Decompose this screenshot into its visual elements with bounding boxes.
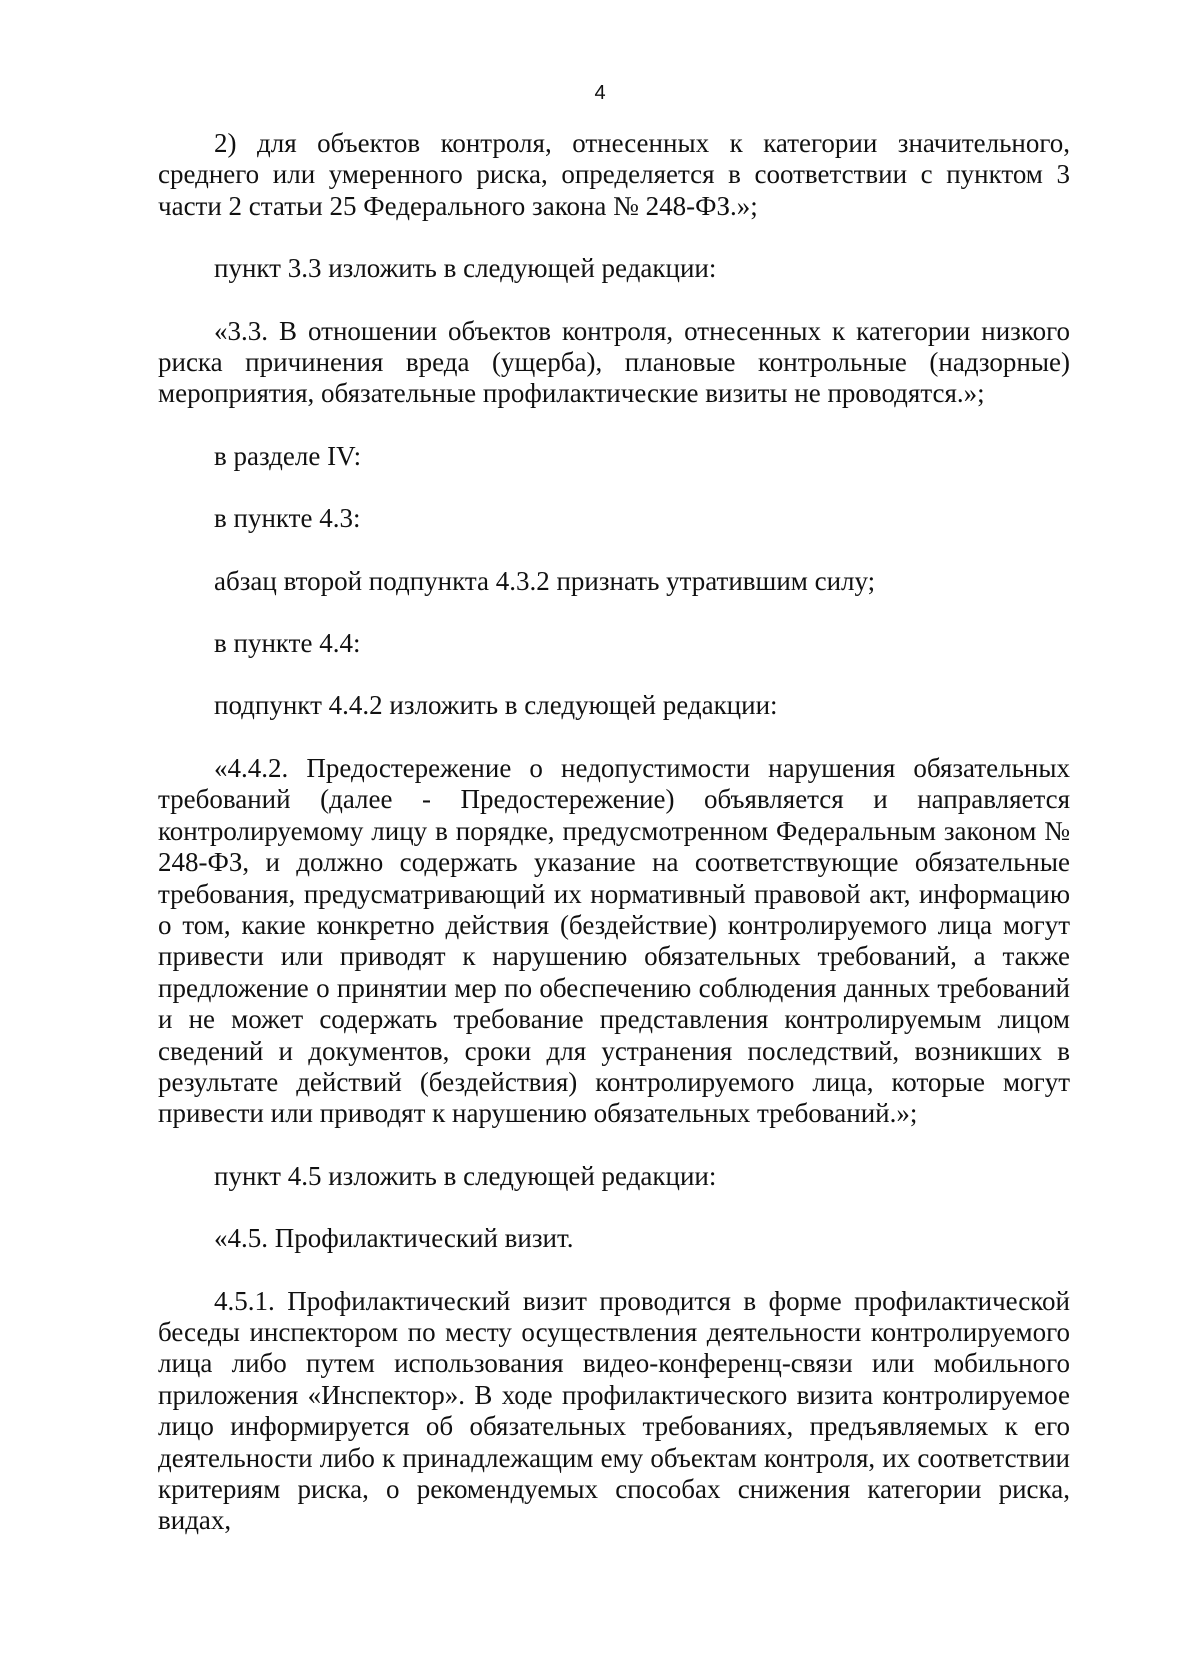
paragraph-section-iv: в разделе IV: bbox=[214, 440, 362, 471]
paragraph-subitem-4-4-2-intro: подпункт 4.4.2 изложить в следующей редакции: bbox=[214, 690, 778, 721]
paragraph-item-3-3-intro: пункт 3.3 изложить в следующей редакции: bbox=[214, 253, 717, 284]
page-number: 4 bbox=[594, 82, 606, 104]
paragraph-subitem-4-5-1: 4.5.1. Профилактический визит проводится в форме профилактической беседы инспектором по месту осуществления деятельности контролируемого лица либо путем использования видео-конференц-связи или мобильного приложения «Инспектор». В ходе профилактического визита контролируемое лицо информируется об обязательных требованиях, предъявляемых к его деятельности либо к принадлежащим ему объектам контроля, их соответствии критериям риска, о рекомендуемых способах снижения категории риска, видах, bbox=[158, 1285, 1070, 1536]
paragraph-item-4-5-intro: пункт 4.5 изложить в следующей редакции: bbox=[214, 1160, 717, 1191]
paragraph-risk-categories: 2) для объектов контроля, отнесенных к категории значительного, среднего или умеренного риска, определяется в соответствии с пунктом 3 части 2 статьи 25 Федерального закона № 248-ФЗ.»; bbox=[158, 128, 1070, 221]
document-body bbox=[158, 128, 1070, 1537]
paragraph-subitem-4-4-2-text: «4.4.2. Предостережение о недопустимости нарушения обязательных требований (далее - Предостережение) объявляется и направляется контролируемому лицу в порядке, предусмотренном Федеральным законом № 248-ФЗ, и должно содержать указание на соответствующие обязательные требования, предусматривающий их нормативный правовой акт, информацию о том, какие конкретно действия (бездействие) контролируемого лица могут привести или приводят к нарушению обязательных требований, а также предложение о принятии мер по обеспечению соблюдения данных требований и не может содержать требование представления контролируемым лицом сведений и документов, сроки для устранения последствий, возникших в результате действий (бездействия) контролируемого лица, которые могут привести или приводят к нарушению обязательных требований.»; bbox=[158, 752, 1070, 1129]
paragraph-item-4-5-title: «4.5. Профилактический визит. bbox=[214, 1223, 574, 1254]
paragraph-item-4-3: в пункте 4.3: bbox=[214, 503, 361, 534]
paragraph-item-4-4: в пункте 4.4: bbox=[214, 628, 361, 659]
paragraph-subitem-4-3-2: абзац второй подпункта 4.3.2 признать утратившим силу; bbox=[214, 565, 876, 596]
paragraph-item-3-3-text: «3.3. В отношении объектов контроля, отнесенных к категории низкого риска причинения вреда (ущерба), плановые контрольные (надзорные) мероприятия, обязательные профилактические визиты не проводятся.»; bbox=[158, 315, 1070, 409]
